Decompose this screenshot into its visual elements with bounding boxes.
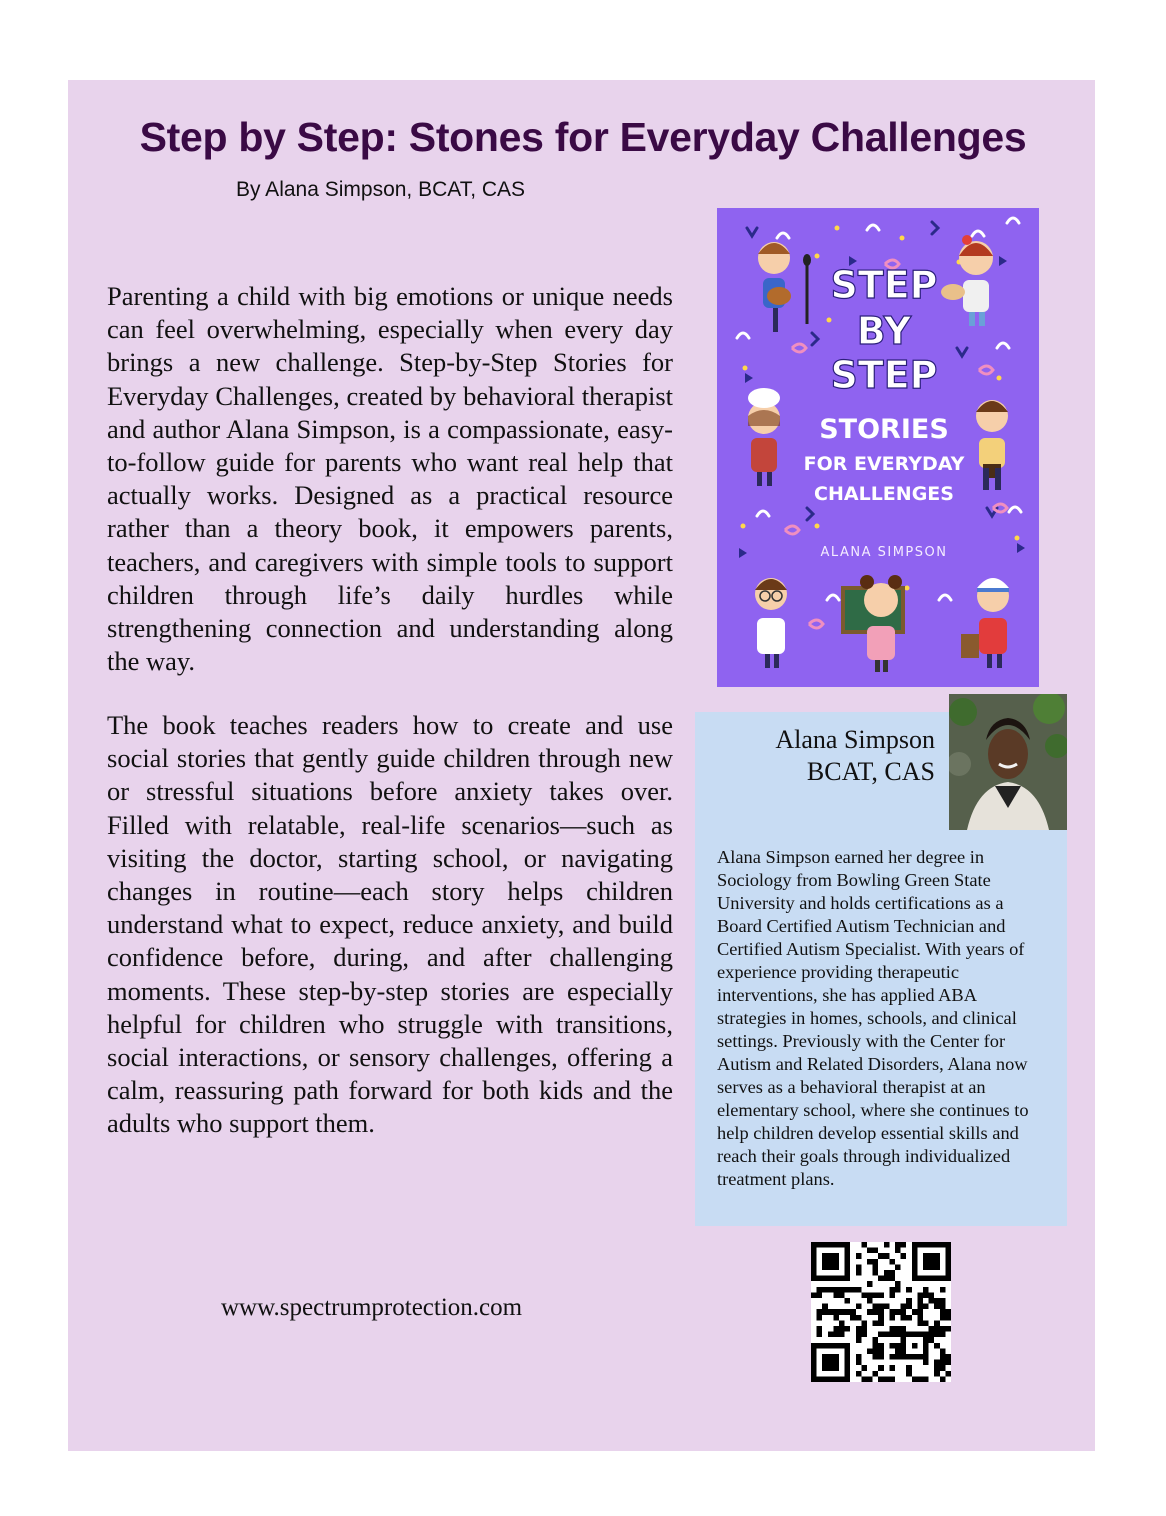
flyer-title: Step by Step: Stones for Everyday Challenges [139,114,1027,160]
author-name: Alana Simpson [775,725,935,754]
qr-code[interactable] [811,1242,951,1382]
author-name-block [695,724,935,788]
author-photo [949,694,1067,830]
cover-title-line-2: BY [856,309,912,353]
book-cover-image [717,208,1039,687]
cover-subtitle-line-1: STORIES [819,414,949,445]
author-credentials: BCAT, CAS [806,757,935,786]
cover-author: ALANA SIMPSON [820,545,948,560]
cover-title-line-1: STEP [830,263,938,307]
flyer-byline: By Alana Simpson, BCAT, CAS [236,178,526,201]
intro-paragraph: Parenting a child with big emotions or unique needs can feel overwhelming, especially when every day brings a new challenge. Step-by-Step Stories for Everyday Challenges, created by behavioral therapist and author Alana Simpson, is a compassionate, easy-to-follow guide for parents who want real help that actually works. Designed as a practical resource rather than a theory book, it empowers parents, teachers, and caregivers with simple tools to support children through life’s daily hurdles while strengthening connection and understanding along the way. [107,281,673,677]
author-bio: Alana Simpson earned her degree in Sociology from Bowling Green State University and holds certifications as a Board Certified Autism Technician and Certified Autism Specialist. With years of experience providing therapeutic interventions, she has applied ABA strategies in homes, schools, and clinical settings. Previously with the Center for Autism and Related Disorders, Alana now serves as a behavioral therapist at an elementary school, where she continues to help children develop essential skills and reach their goals through individualized treatment plans. [717,847,1029,1189]
cover-subtitle-line-2: FOR EVERYDAY [803,453,965,475]
description-paragraph: The book teaches readers how to create and use social stories that gently guide children through new or stressful situations before anxiety takes over. Filled with relatable, real-life scenarios—such as visiting the doctor, starting school, or navigating changes in routine—each story helps children understand what to expect, reduce anxiety, and build confidence before, during, and after challenging moments. These step-by-step stories are especially helpful for children who struggle with transitions, social interactions, or sensory challenges, offering a calm, reassuring path forward for both kids and the adults who support them. [107,710,673,1139]
website-link[interactable]: www.spectrumprotection.com [221,1294,523,1321]
cover-subtitle-line-3: CHALLENGES [814,483,954,505]
cover-title-line-3: STEP [830,353,938,397]
